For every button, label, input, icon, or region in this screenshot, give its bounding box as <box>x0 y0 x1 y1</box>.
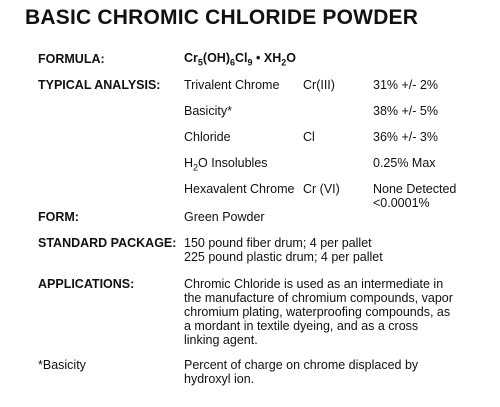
basicity-footnote-label: *Basicity <box>38 358 86 372</box>
analysis-value-trivalent: 31% +/- 2% <box>373 78 438 92</box>
analysis-name-chloride: Chloride <box>184 130 231 144</box>
typical-analysis-label: TYPICAL ANALYSIS: <box>38 78 161 92</box>
analysis-name-hexavalent: Hexavalent Chrome <box>184 182 295 196</box>
analysis-name-basicity: Basicity* <box>184 104 232 118</box>
analysis-value-basicity: 38% +/- 5% <box>373 104 438 118</box>
standard-package-label: STANDARD PACKAGE: <box>38 236 177 250</box>
applications-text: Chromic Chloride is used as an intermediate in the manufacture of chromium compounds, vapor chromium plating, waterproofing compounds, as a mordant in textile dyeing, and as a cross linking agent. <box>184 277 453 347</box>
package-line-1: 150 pound fiber drum; 4 per pallet <box>184 236 372 250</box>
applications-label: APPLICATIONS: <box>38 277 135 291</box>
analysis-value-hexavalent-2: <0.0001% <box>373 196 430 210</box>
page-title: BASIC CHROMIC CHLORIDE POWDER <box>25 6 419 29</box>
form-label: FORM: <box>38 210 79 224</box>
analysis-symbol-trivalent: Cr(III) <box>303 78 335 92</box>
analysis-symbol-hexavalent: Cr (VI) <box>303 182 340 196</box>
analysis-value-hexavalent-1: None Detected <box>373 182 457 196</box>
analysis-value-insolubles: 0.25% Max <box>373 156 436 170</box>
formula-label: FORMULA: <box>38 52 105 66</box>
analysis-name-insolubles: $H_2O$ Insolubles <box>184 156 268 173</box>
analysis-name-trivalent: Trivalent Chrome <box>184 78 280 92</box>
form-value: Green Powder <box>184 210 265 224</box>
analysis-symbol-chloride: Cl <box>303 130 315 144</box>
analysis-value-chloride: 36% +/- 3% <box>373 130 438 144</box>
formula-value: $Cr_5(OH)_6Cl_9$ • $XH_2O$ <box>184 51 296 68</box>
basicity-footnote-text: Percent of charge on chrome displaced by hydroxyl ion. <box>184 358 419 386</box>
package-line-2: 225 pound plastic drum; 4 per pallet <box>184 250 383 264</box>
